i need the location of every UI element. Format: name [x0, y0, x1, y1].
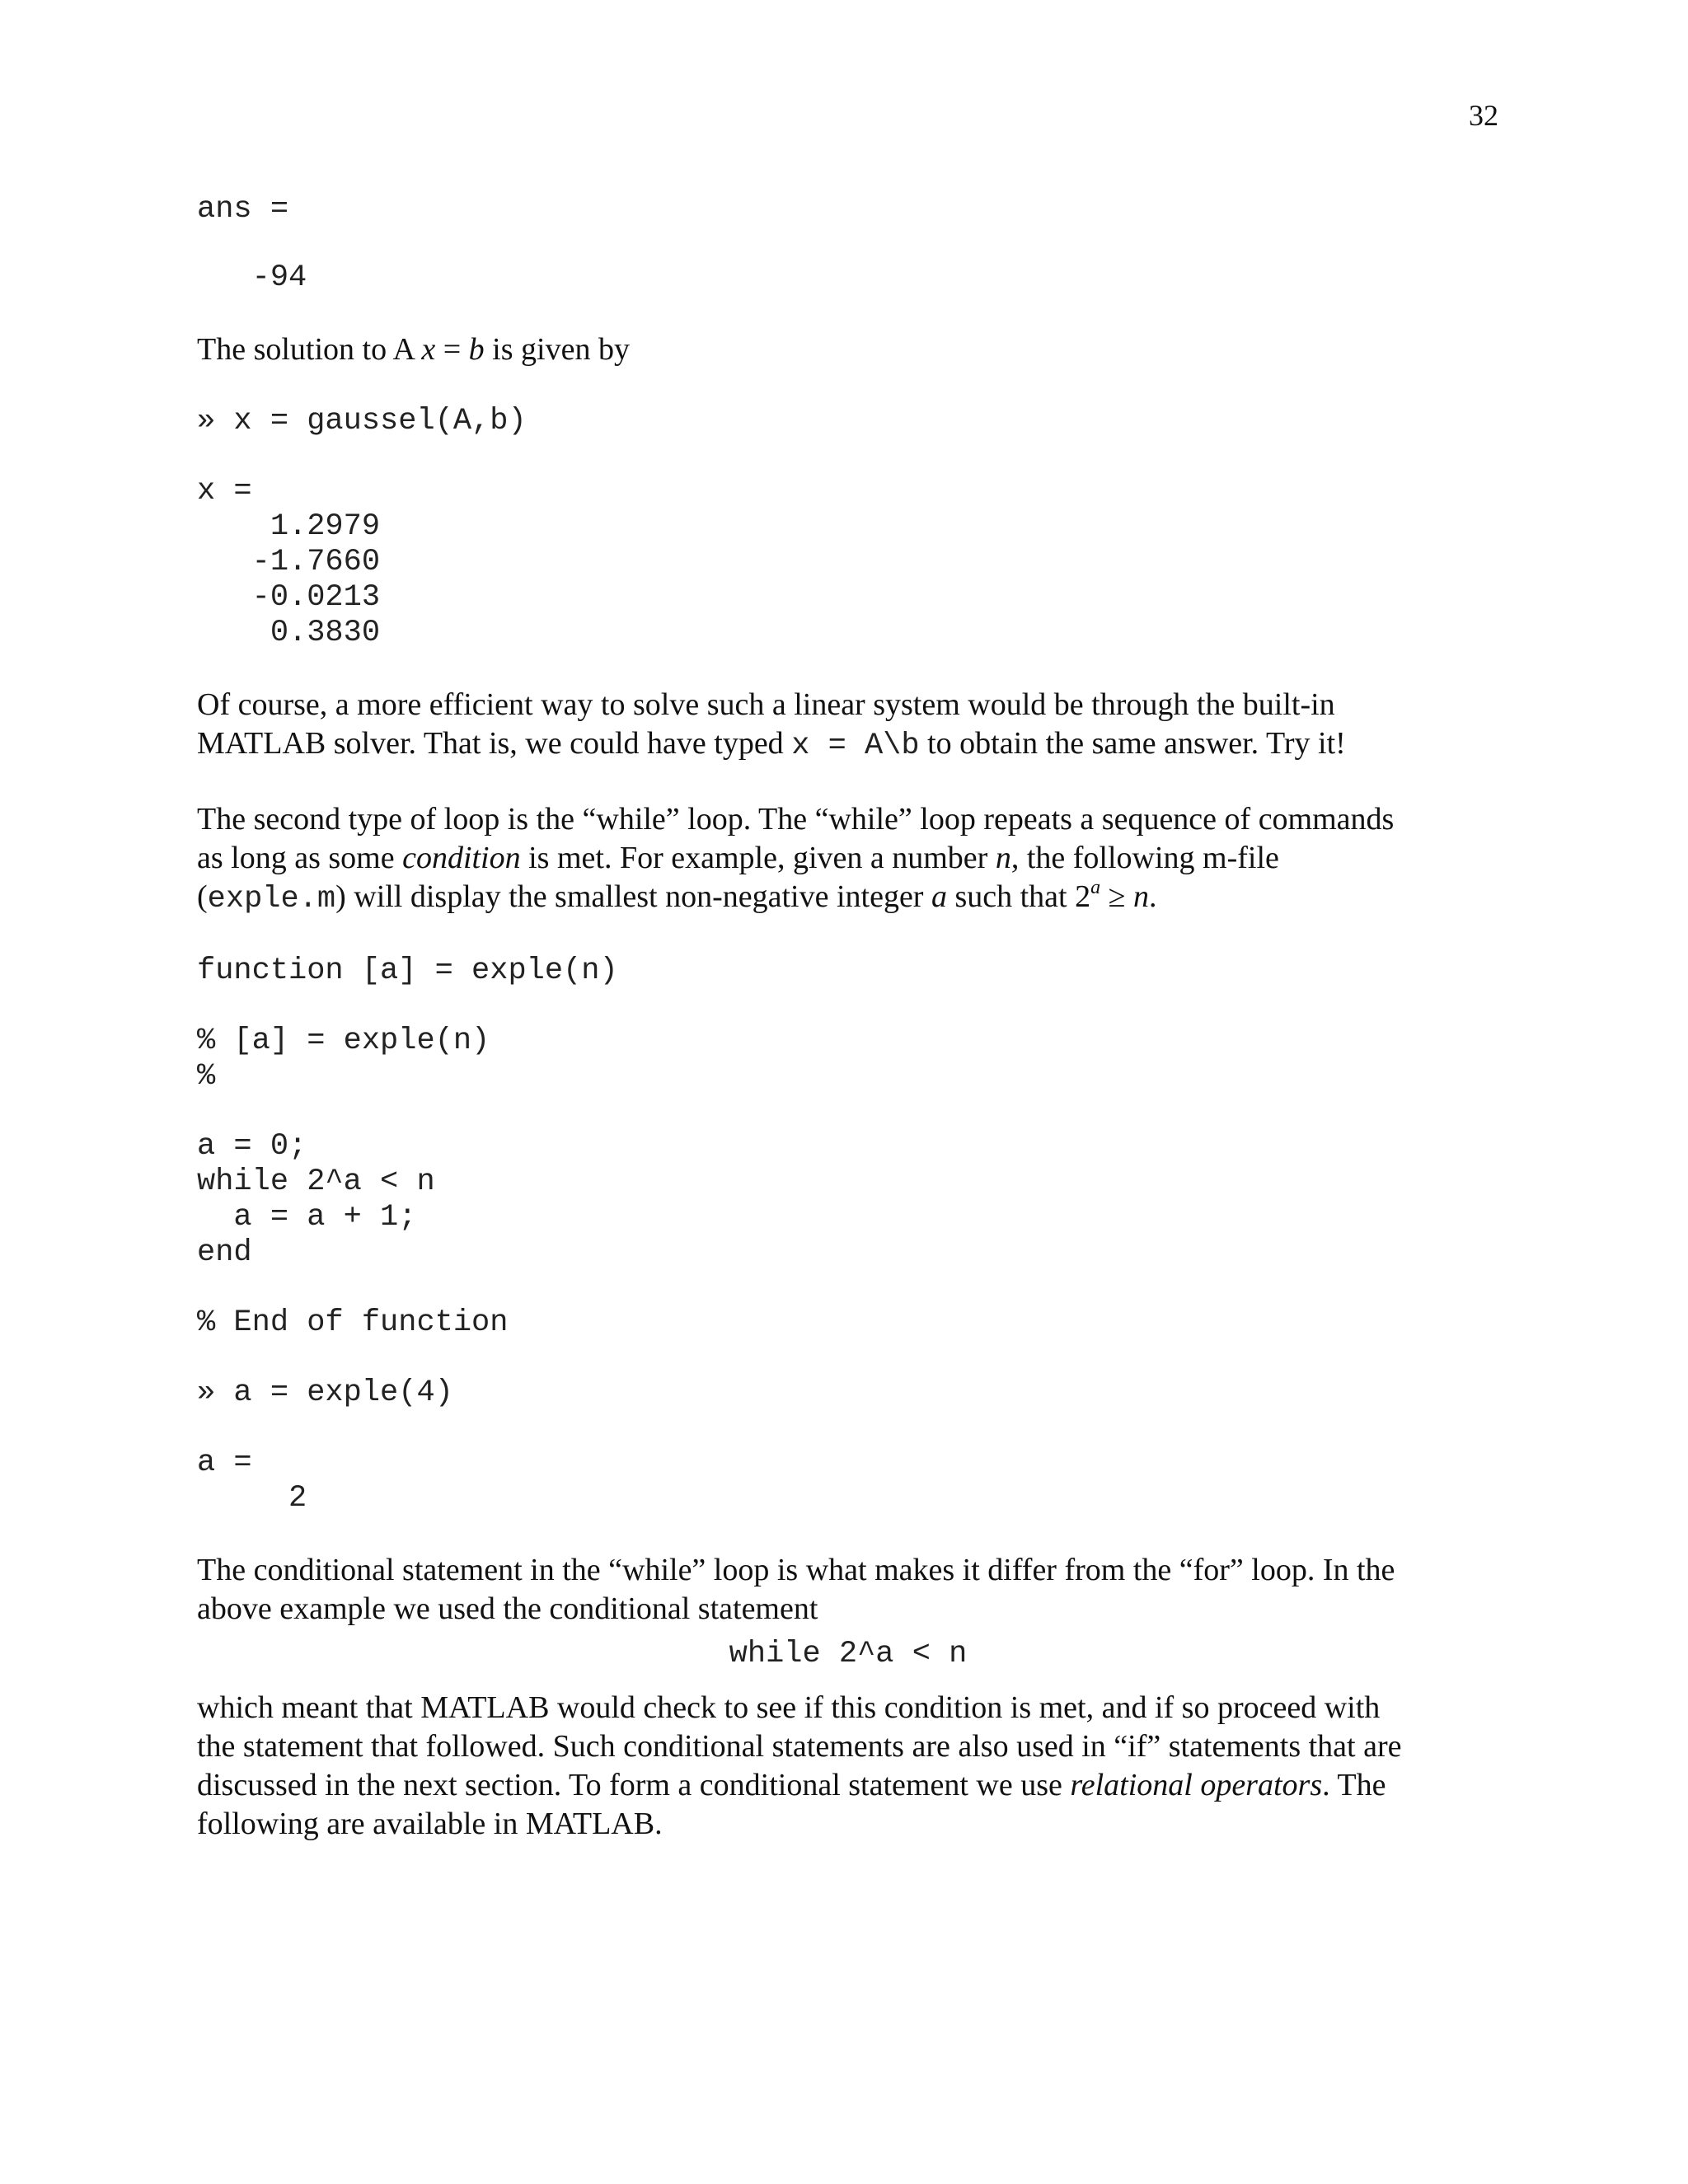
- relational-operators-paragraph: [197, 1689, 1499, 1844]
- paragraph-line: [197, 878, 1499, 919]
- paragraph-line: [197, 839, 1499, 878]
- exple-command: » a = exple(4): [197, 1376, 453, 1410]
- superscript-a: a: [1090, 877, 1101, 898]
- var-n: n: [995, 841, 1011, 875]
- x-value: -1.7660: [197, 545, 381, 579]
- emphasis-condition: condition: [402, 841, 521, 875]
- a-output-block: [197, 1446, 1499, 1516]
- code-line: a = a + 1;: [197, 1200, 417, 1235]
- builtin-solver-paragraph: [197, 686, 1499, 766]
- ans-value: -94: [197, 260, 307, 295]
- code-line: while 2^a < n: [197, 1165, 435, 1199]
- paragraph-line: [197, 724, 1499, 766]
- x-value: -0.0213: [197, 580, 381, 615]
- ans-label: ans =: [197, 192, 289, 227]
- conditional-statement-paragraph: [197, 1551, 1499, 1629]
- code-line: %: [197, 1059, 216, 1094]
- solution-text-mid: =: [435, 332, 469, 367]
- code-line: % End of function: [197, 1305, 509, 1340]
- x-value: 0.3830: [197, 616, 381, 650]
- text-span: as long as some: [197, 841, 403, 875]
- solution-var-b: b: [468, 332, 485, 367]
- while-loop-intro-paragraph: [197, 800, 1499, 919]
- page-content: [197, 192, 1499, 1844]
- code-line: % [a] = exple(n): [197, 1024, 490, 1058]
- paragraph-line: [197, 1766, 1499, 1805]
- text-span: . The: [1322, 1768, 1386, 1802]
- var-a: a: [931, 879, 947, 914]
- gaussel-command: » x = gaussel(A,b): [197, 404, 527, 438]
- paragraph-line: Of course, a more efficient way to solve such a linear system would be through the built-in: [197, 687, 1335, 722]
- x-output-block: [197, 474, 1499, 651]
- text-span: is met. For example, given a number: [520, 841, 996, 875]
- solution-text-pre: The solution to A: [197, 332, 422, 367]
- function-code-block: [197, 954, 1499, 1341]
- code-line: a = 0;: [197, 1129, 307, 1164]
- text-span: MATLAB solver. That is, we could have typed: [197, 726, 792, 761]
- centered-while-code: while 2^a < n: [729, 1637, 968, 1671]
- paragraph-line: the statement that followed. Such conditional statements are also used in “if” statements that are: [197, 1729, 1402, 1764]
- code-line: end: [197, 1235, 252, 1270]
- text-span: such that 2: [946, 879, 1091, 914]
- paragraph-line: The second type of loop is the “while” loop. The “while” loop repeats a sequence of commands: [197, 802, 1395, 837]
- x-value: 1.2979: [197, 509, 381, 544]
- paragraph-line: which meant that MATLAB would check to see if this condition is met, and if so proceed with: [197, 1690, 1381, 1725]
- text-span: (: [197, 879, 208, 914]
- inline-code: x = A\b: [791, 729, 920, 763]
- paragraph-line: following are available in MATLAB.: [197, 1807, 663, 1841]
- text-span: to obtain the same answer. Try it!: [919, 726, 1346, 761]
- text-span: , the following m-file: [1010, 841, 1279, 875]
- ans-output-block: [197, 192, 1499, 296]
- var-n: n: [1132, 879, 1149, 914]
- text-span: ) will display the smallest non-negative integer: [335, 879, 931, 914]
- x-label: x =: [197, 474, 252, 509]
- page-number: 32: [1469, 99, 1498, 132]
- paragraph-line: The conditional statement in the “while” loop is what makes it differ from the “for” loop. In the: [197, 1553, 1395, 1587]
- paragraph-line: above example we used the conditional statement: [197, 1591, 818, 1626]
- code-line: function [a] = exple(n): [197, 954, 618, 988]
- text-span: discussed in the next section. To form a conditional statement we use: [197, 1768, 1071, 1802]
- text-span: ≥: [1100, 879, 1133, 914]
- a-label: a =: [197, 1446, 252, 1480]
- solution-var-x: x: [421, 332, 436, 367]
- solution-sentence: [197, 330, 1499, 369]
- inline-code-filename: exple.m: [207, 882, 336, 916]
- text-span: .: [1148, 879, 1157, 914]
- solution-text-post: is given by: [484, 332, 630, 367]
- emphasis-relational-operators: relational operators: [1070, 1768, 1323, 1802]
- a-value: 2: [197, 1481, 307, 1516]
